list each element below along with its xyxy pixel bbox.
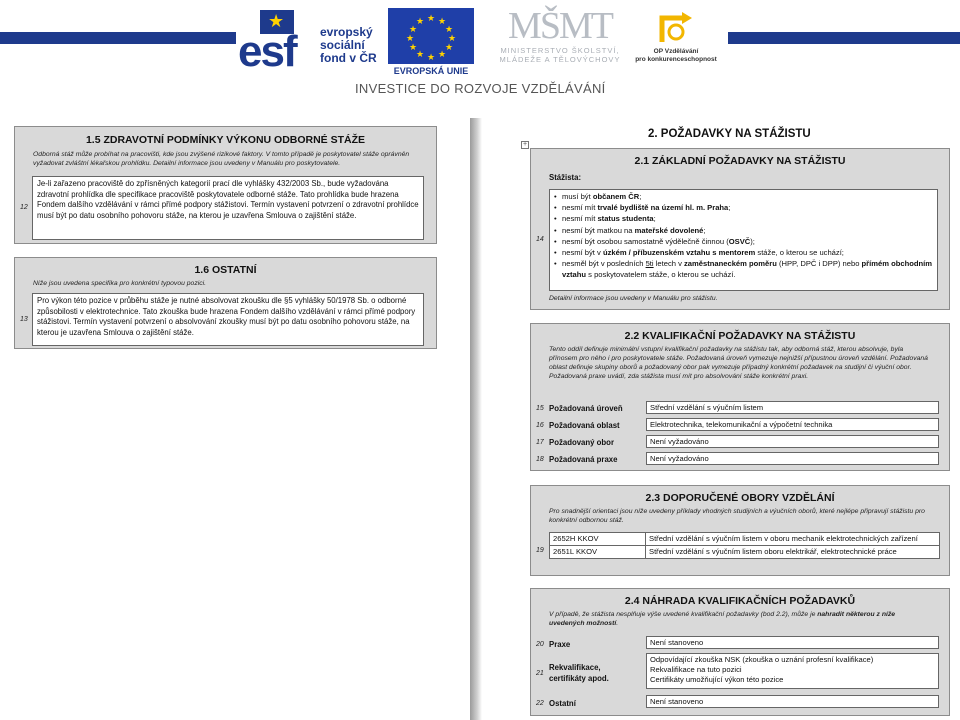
field-value: Není stanoveno: [646, 636, 939, 649]
esf-text: evropský sociální fond v ČR: [320, 25, 377, 65]
msmt-logo: MŠMT MINISTERSTVO ŠKOLSTVÍ, MLÁDEŽE A TĚLOVÝCHOVY: [480, 6, 640, 74]
esf-logo: [238, 8, 384, 74]
section-2-3: [530, 485, 950, 576]
header-stripe-left: [0, 32, 236, 44]
section-2-1: [530, 148, 950, 310]
row-number: 13: [20, 316, 28, 323]
recommended-fields-table: [549, 532, 940, 559]
op-arrow-icon: [656, 8, 696, 48]
row-number: 19: [536, 547, 544, 554]
section-1-6: [14, 257, 437, 349]
section-body: Pro výkon této pozice v průběhu stáže je nutné absolvovat zkoušku dle §5 vyhlášky 50/1978 Sb. o odborné způsobilosti v elektrotechnice. Tato zkouška bude hrazena Fondem dalšího vzdělávání v rámci přímé podpory stážistovi. Termín vystavení potvrzení o absolvování zkoušky musí být po datu osobního pohovoru stáže, na kterou je uzavřena Smlouva o zajištění stáže.: [32, 293, 424, 346]
requirements-list: [554, 191, 933, 281]
row-number: 16: [536, 422, 544, 429]
row-number: 22: [536, 700, 544, 707]
list-item: • nesměl být v posledních 5ti letech v zaměstnaneckém poměru (HPP, DPČ i DPP) nebo přímém obchodním vztahu s poskytovatelem stáže, o kterou se uchází.: [554, 258, 933, 280]
table-cell-code: 2652H KKOV: [550, 533, 646, 546]
section-title: 2.1 ZÁKLADNÍ POŽADAVKY NA STÁŽISTU: [634, 155, 846, 167]
field-label: Požadovaná oblast: [549, 421, 620, 430]
eu-flag-icon: ★ ★ ★ ★ ★ ★ ★ ★ ★ ★ ★ ★: [388, 8, 474, 64]
tagline: INVESTICE DO ROZVOJE VZDĚLÁVÁNÍ: [355, 81, 606, 96]
field-label: Praxe: [549, 640, 571, 649]
list-item: • musí být občanem ČR;: [554, 191, 933, 202]
section-body: Je-li zařazeno pracoviště do zpřísněných kategorií prací dle vyhlášky 432/2003 Sb., bude vyžadována zdravotní prohlídka dle specifikace pracoviště poskytovatele odborné stáže. Tato prohlídka bude hrazena Fondem dalšího vzdělávání v rámci přímé podpory stážistovi. Termín vystavení potvrzení o zdravotní prohlídce musí být po datu osobního pohovoru stáže, na kterou je uzavřena Smlouva o zajištění stáže.: [32, 176, 424, 240]
list-item: • nesmí mít trvalé bydliště na území hl. m. Praha;: [554, 202, 933, 213]
section-1-5: [14, 126, 437, 244]
op-logo: OP Vzdělávání pro konkurenceschopnost: [628, 8, 724, 74]
section-2-2: [530, 323, 950, 471]
eu-label: EVROPSKÁ UNIE: [393, 66, 469, 76]
section-note: Pro snadnější orientaci jsou níže uvedeny příklady vhodných studijních a výučních oborů, které nejlépe připravují stážistu pro konkrétní odbornou stáž.: [549, 508, 925, 524]
list-item: • nesmí být osobou samostatně výdělečně činnou (OSVČ);: [554, 236, 933, 247]
field-value-list: [646, 653, 939, 689]
esf-wordmark: esf: [238, 27, 296, 76]
star-icon: ★: [268, 11, 285, 31]
list-item: • nesmí být matkou na mateřské dovolené;: [554, 225, 933, 236]
row-number: 18: [536, 456, 544, 463]
section-note: Odborná stáž může probíhat na pracovišti, kde jsou zvýšené rizikové faktory. V tomto případě je poskytovatel stáže oprávněn vyžadovat zvláštní lékařskou prohlídku. Detailní informace jsou uvedeny v Manuálu pro poskytovatele.: [33, 151, 410, 167]
section-subtitle: Stážista:: [549, 173, 582, 182]
row-number: 17: [536, 439, 544, 446]
list-item: • nesmí být v úzkém / příbuzenském vztahu s mentorem stáže, o kterou se uchází;: [554, 247, 933, 258]
field-label: Požadovaná praxe: [549, 455, 618, 464]
msmt-mark-icon: MŠMT: [508, 5, 612, 47]
logo-header: [0, 0, 960, 110]
row-number: 14: [536, 236, 544, 243]
table-row: [550, 546, 940, 559]
table-cell-desc: Střední vzdělání s výučním listem oboru elektrikář, elektrotechnické práce: [646, 546, 940, 559]
section-title: 1.6 OSTATNÍ: [194, 264, 257, 276]
row-number: 12: [20, 204, 28, 211]
section-title: 2.4 NÁHRADA KVALIFIKAČNÍCH POŽADAVKŮ: [624, 595, 856, 607]
table-row: [550, 533, 940, 546]
section-2-4: [530, 588, 950, 716]
page-title: 2. POŽADAVKY NA STÁŽISTU: [648, 128, 811, 140]
section-note: Tento oddíl definuje minimální vstupní kvalifikační požadavky na stážistu tak, aby odborná stáž, kterou absolvuje, byla přínosem pro něho i pro poskytovatele stáže. Požadovaná úroveň vymezuje nejnižší přípustnou úroveň vzdělání. Požadovaná oblast definuje skupiny oborů a požadovaný obor pak vymezuje případný konkrétní požadavek na studijní či výuční obor. Požadovaná praxe uvádí, zda stážista musí mít pro absolvování stáže konkrétní praxi.: [549, 346, 928, 380]
field-value-line: Rekvalifikace na tuto pozici: [650, 665, 742, 674]
row-number: 21: [536, 670, 544, 677]
field-value: Není stanoveno: [646, 695, 939, 708]
header-stripe-right: [728, 32, 960, 44]
expand-icon[interactable]: +: [522, 141, 528, 148]
field-value-line: Odpovídající zkouška NSK (zkouška o uznání profesní kvalifikace): [650, 655, 874, 664]
section-note: V případě, že stážista nesplňuje výše uvedené kvalifikační požadavky (bod 2.2), může je nahradit některou z níže uvedených možností.: [549, 611, 896, 627]
section-title: 2.2 KVALIFIKAČNÍ POŽADAVKY NA STÁŽISTU: [624, 330, 856, 342]
section-note: Detailní informace jsou uvedeny v Manuálu pro stážistu.: [549, 295, 718, 302]
table-cell-desc: Střední vzdělání s výučním listem v oboru mechanik elektrotechnických zařízení: [646, 533, 940, 546]
eu-logo: [388, 8, 474, 74]
section-title: 2.3 DOPORUČENÉ OBORY VZDĚLÁNÍ: [645, 492, 835, 504]
field-label: Požadovaný obor: [549, 438, 614, 447]
requirements-list-box: [549, 189, 938, 291]
section-title: 1.5 ZDRAVOTNÍ PODMÍNKY VÝKONU ODBORNÉ STÁŽE: [85, 134, 366, 146]
row-number: 15: [536, 405, 544, 412]
page-divider: [470, 118, 482, 720]
row-number: 20: [536, 641, 544, 648]
field-value: Není vyžadováno: [646, 452, 939, 465]
field-value: Elektrotechnika, telekomunikační a výpočetní technika: [646, 418, 939, 431]
section-note: Níže jsou uvedena specifika pro konkrétní typovou pozici.: [33, 280, 207, 287]
field-label: Rekvalifikace, certifikáty apod.: [549, 663, 609, 683]
field-value: Není vyžadováno: [646, 435, 939, 448]
table-cell-code: 2651L KKOV: [550, 546, 646, 559]
field-value: Střední vzdělání s výučním listem: [646, 401, 939, 414]
list-item: • nesmí mít status studenta;: [554, 213, 933, 224]
field-label: Požadovaná úroveň: [549, 404, 623, 413]
field-value-line: Certifikáty umožňující výkon této pozice: [650, 675, 784, 684]
field-label: Ostatní: [549, 699, 576, 708]
